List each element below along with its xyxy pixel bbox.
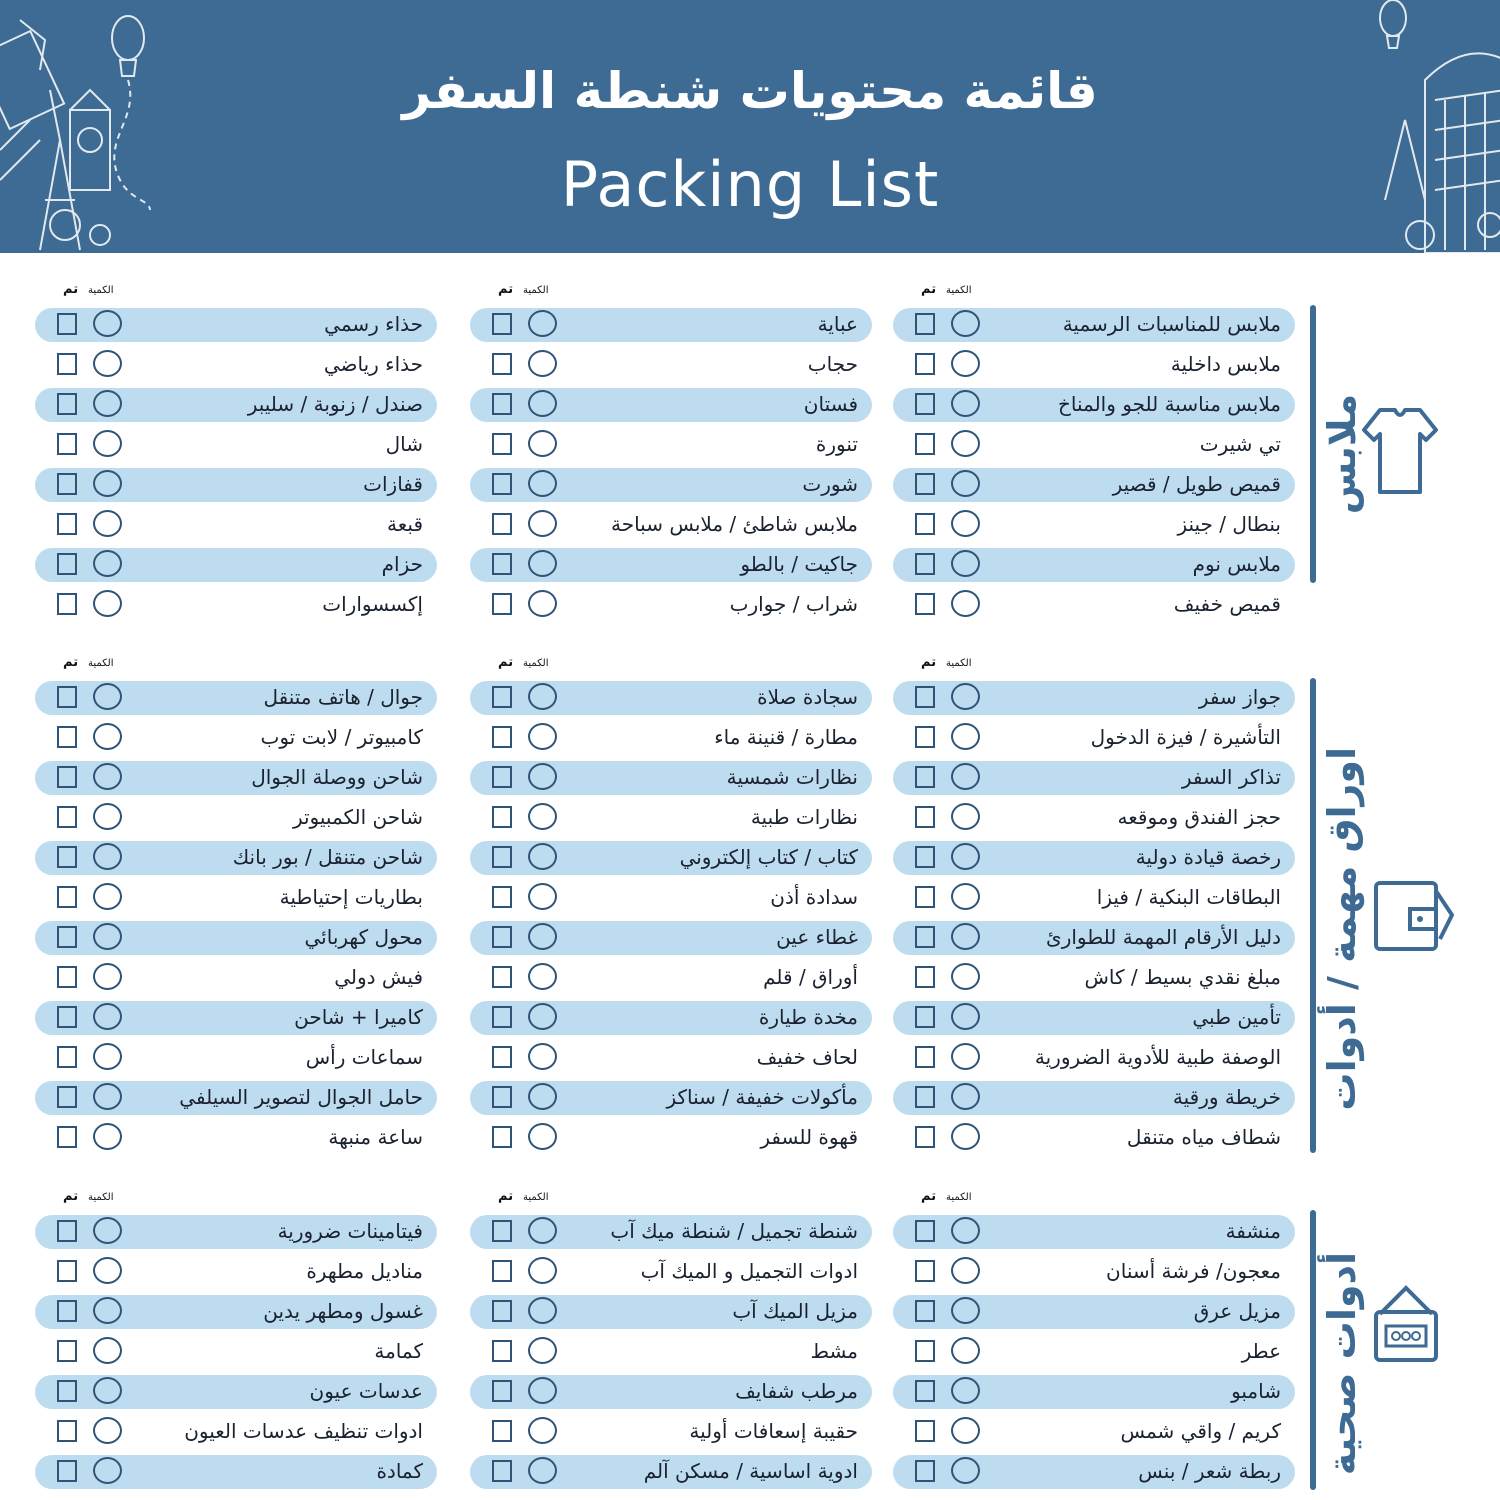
documents-column-2: تم الكمية سجادة صلاة مطارة / قنينة ماء نظارات شمسية نظارات طبية كتاب / كتاب إلكتروني سدادة أذن غطاء عين أوراق / قلم مخدة طيارة لحاف خفيف مأكولات خفيفة / سناكز قهوة للسفر [470,678,872,1158]
toiletries-column-3: تم الكمية فيتامينات ضرورية مناديل مطهرة غسول ومطهر يدين كمامة عدسات عيون ادوات تنظيف عدسات العيون كمادة [35,1212,437,1492]
list-item: مرطب شفايف [470,1372,872,1412]
done-checkbox[interactable] [915,726,935,748]
quantity-circle[interactable] [951,510,980,537]
done-checkbox[interactable] [492,806,512,828]
done-checkbox[interactable] [915,926,935,948]
done-checkbox[interactable] [492,1380,512,1402]
quantity-circle[interactable] [951,883,980,910]
quantity-circle[interactable] [951,1043,980,1070]
done-checkbox[interactable] [492,1126,512,1148]
toiletries-column-2: تم الكمية شنطة تجميل / شنطة ميك آب ادوات التجميل و الميك آب مزيل الميك آب مشط مرطب شفايف حقيبة إسعافات أولية ادوية اساسية / مسكن آلم [470,1212,872,1492]
done-checkbox[interactable] [57,686,77,708]
quantity-circle[interactable] [528,723,557,750]
quantity-circle[interactable] [93,683,122,710]
list-item: عطر [893,1332,1295,1372]
done-checkbox[interactable] [915,1006,935,1028]
list-item: غسول ومطهر يدين [35,1292,437,1332]
done-checkbox[interactable] [492,1086,512,1108]
list-item: مزيل عرق [893,1292,1295,1332]
tshirt-icon [1360,400,1440,500]
category-label-documents: اوراق مهمة / أدوات [1320,747,1364,1111]
done-checkbox[interactable] [57,393,77,415]
page-title-arabic: قائمة محتويات شنطة السفر [402,62,1098,120]
done-checkbox[interactable] [57,846,77,868]
done-checkbox[interactable] [57,1006,77,1028]
toiletry-bag-icon [1366,1280,1446,1370]
quantity-circle[interactable] [951,1457,980,1484]
quantity-circle[interactable] [951,1083,980,1110]
quantity-circle[interactable] [528,550,557,577]
quantity-circle[interactable] [93,923,122,950]
list-item: شراب / جوارب [470,585,872,625]
list-item: حجاب [470,345,872,385]
done-checkbox[interactable] [492,1220,512,1242]
done-checkbox[interactable] [492,393,512,415]
list-item: أوراق / قلم [470,958,872,998]
done-checkbox[interactable] [57,433,77,455]
done-checkbox[interactable] [57,1126,77,1148]
list-item: غطاء عين [470,918,872,958]
quantity-circle[interactable] [93,1257,122,1284]
list-item: بطاريات إحتياطية [35,878,437,918]
list-item: سماعات رأس [35,1038,437,1078]
header-banner [0,0,1500,253]
done-checkbox[interactable] [915,1126,935,1148]
list-item: كمادة [35,1452,437,1492]
done-checkbox[interactable] [57,1300,77,1322]
done-checkbox[interactable] [492,726,512,748]
list-item: قميص خفيف [893,585,1295,625]
quantity-circle[interactable] [951,350,980,377]
done-checkbox[interactable] [492,1006,512,1028]
done-checkbox[interactable] [492,926,512,948]
quantity-circle[interactable] [951,1377,980,1404]
quantity-circle[interactable] [528,923,557,950]
documents-column-1: تم الكمية جواز سفر التأشيرة / فيزة الدخول تذاكر السفر حجز الفندق وموقعه رخصة قيادة دولية البطاقات البنكية / فيزا دليل الأرقام المهمة للطوارئ مبلغ نقدي بسيط / كاش تأمين طبي الوصفة طبية للأدوية الضرورية خريطة ورقية شطاف مياه متنقل [893,678,1295,1158]
done-checkbox[interactable] [492,766,512,788]
list-item: كاميرا + شاحن [35,998,437,1038]
list-item: منشفة [893,1212,1295,1252]
list-item: التأشيرة / فيزة الدخول [893,718,1295,758]
quantity-circle[interactable] [528,310,557,337]
quantity-circle[interactable] [528,1257,557,1284]
done-checkbox[interactable] [915,886,935,908]
list-item: لحاف خفيف [470,1038,872,1078]
list-item: رخصة قيادة دولية [893,838,1295,878]
quantity-circle[interactable] [951,723,980,750]
quantity-circle[interactable] [951,550,980,577]
done-checkbox[interactable] [915,393,935,415]
list-item: تي شيرت [893,425,1295,465]
list-item: كمامة [35,1332,437,1372]
done-checkbox[interactable] [492,846,512,868]
quantity-circle[interactable] [951,963,980,990]
list-item: مطارة / قنينة ماء [470,718,872,758]
quantity-circle[interactable] [93,963,122,990]
list-item: عباية [470,305,872,345]
list-item: كتاب / كتاب إلكتروني [470,838,872,878]
quantity-circle[interactable] [951,1417,980,1444]
list-item: جاكيت / بالطو [470,545,872,585]
list-item: فستان [470,385,872,425]
list-item: إكسسوارات [35,585,437,625]
list-item: مناديل مطهرة [35,1252,437,1292]
list-item: مشط [470,1332,872,1372]
done-checkbox[interactable] [915,353,935,375]
done-checkbox[interactable] [57,473,77,495]
list-item: البطاقات البنكية / فيزا [893,878,1295,918]
quantity-circle[interactable] [951,923,980,950]
done-checkbox[interactable] [492,1260,512,1282]
done-checkbox[interactable] [492,593,512,615]
list-item: شاحن الكمبيوتر [35,798,437,838]
done-checkbox[interactable] [57,886,77,908]
quantity-circle[interactable] [93,1123,122,1150]
done-checkbox[interactable] [492,313,512,335]
list-item: ملابس للمناسبات الرسمية [893,305,1295,345]
list-item: ملابس داخلية [893,345,1295,385]
done-checkbox[interactable] [915,1340,935,1362]
list-item: شاحن ووصلة الجوال [35,758,437,798]
done-checkbox[interactable] [57,1086,77,1108]
quantity-circle[interactable] [528,843,557,870]
done-checkbox[interactable] [57,353,77,375]
list-item: ملابس نوم [893,545,1295,585]
done-checkbox[interactable] [915,1260,935,1282]
quantity-circle[interactable] [951,390,980,417]
done-checkbox[interactable] [57,1460,77,1482]
quantity-circle[interactable] [528,1377,557,1404]
list-item: معجون/ فرشة أسنان [893,1252,1295,1292]
quantity-circle[interactable] [93,1297,122,1324]
list-item: تذاكر السفر [893,758,1295,798]
done-checkbox[interactable] [915,1220,935,1242]
quantity-circle[interactable] [93,1043,122,1070]
list-item: خريطة ورقية [893,1078,1295,1118]
quantity-circle[interactable] [93,430,122,457]
section-divider-bar [1310,1210,1316,1490]
done-checkbox[interactable] [492,1460,512,1482]
quantity-circle[interactable] [528,1043,557,1070]
quantity-circle[interactable] [93,723,122,750]
list-item: تنورة [470,425,872,465]
list-item: حامل الجوال لتصوير السيلفي [35,1078,437,1118]
quantity-circle[interactable] [528,1457,557,1484]
quantity-circle[interactable] [93,1217,122,1244]
done-checkbox[interactable] [915,513,935,535]
done-checkbox[interactable] [492,1340,512,1362]
done-checkbox[interactable] [57,926,77,948]
done-checkbox[interactable] [492,553,512,575]
quantity-circle[interactable] [528,1217,557,1244]
quantity-circle[interactable] [951,1217,980,1244]
quantity-circle[interactable] [528,1123,557,1150]
quantity-circle[interactable] [528,1297,557,1324]
quantity-circle[interactable] [951,1337,980,1364]
done-checkbox[interactable] [915,846,935,868]
done-checkbox[interactable] [492,1300,512,1322]
quantity-circle[interactable] [93,883,122,910]
quantity-circle[interactable] [93,470,122,497]
done-checkbox[interactable] [57,1420,77,1442]
done-checkbox[interactable] [57,806,77,828]
done-checkbox[interactable] [915,766,935,788]
quantity-circle[interactable] [528,390,557,417]
list-item: دليل الأرقام المهمة للطوارئ [893,918,1295,958]
done-checkbox[interactable] [57,1380,77,1402]
clothes-column-3: تم الكمية حذاء رسمي حذاء رياضي صندل / زنوبة / سليبر شال قفازات قبعة حزام إكسسوارات [35,305,437,625]
list-item: مبلغ نقدي بسيط / كاش [893,958,1295,998]
quantity-circle[interactable] [951,1257,980,1284]
list-item: حقيبة إسعافات أولية [470,1412,872,1452]
done-checkbox[interactable] [57,766,77,788]
quantity-circle[interactable] [951,590,980,617]
wallet-icon [1370,875,1460,955]
quantity-circle[interactable] [528,1003,557,1030]
list-item: ربطة شعر / بنس [893,1452,1295,1492]
done-checkbox[interactable] [57,1260,77,1282]
done-checkbox[interactable] [492,1046,512,1068]
list-item: شاحن متنقل / بور بانك [35,838,437,878]
list-item: قفازات [35,465,437,505]
list-item: مزيل الميك آب [470,1292,872,1332]
list-item: شامبو [893,1372,1295,1412]
quantity-circle[interactable] [951,1123,980,1150]
done-checkbox[interactable] [915,966,935,988]
done-checkbox[interactable] [57,1046,77,1068]
list-item: ادوية اساسية / مسكن آلم [470,1452,872,1492]
done-checkbox[interactable] [57,593,77,615]
list-item: محول كهربائي [35,918,437,958]
quantity-circle[interactable] [93,843,122,870]
done-checkbox[interactable] [915,473,935,495]
quantity-circle[interactable] [93,1377,122,1404]
list-item: كامبيوتر / لابت توب [35,718,437,758]
documents-column-3: تم الكمية جوال / هاتف متنقل كامبيوتر / لابت توب شاحن ووصلة الجوال شاحن الكمبيوتر شاحن متنقل / بور بانك بطاريات إحتياطية محول كهربائي فيش دولي كاميرا + شاحن سماعات رأس حامل الجوال لتصوير السيلفي ساعة منبهة [35,678,437,1158]
quantity-circle[interactable] [93,1083,122,1110]
quantity-circle[interactable] [93,803,122,830]
done-checkbox[interactable] [915,1086,935,1108]
list-item: حجز الفندق وموقعه [893,798,1295,838]
list-item: بنطال / جينز [893,505,1295,545]
done-checkbox[interactable] [492,966,512,988]
done-checkbox[interactable] [57,313,77,335]
quantity-circle[interactable] [951,763,980,790]
quantity-circle[interactable] [93,1337,122,1364]
list-item: مأكولات خفيفة / سناكز [470,1078,872,1118]
done-checkbox[interactable] [492,473,512,495]
list-item: ملابس مناسبة للجو والمناخ [893,385,1295,425]
list-item: حذاء رياضي [35,345,437,385]
done-checkbox[interactable] [915,313,935,335]
quantity-circle[interactable] [528,430,557,457]
list-item: شورت [470,465,872,505]
list-item: تأمين طبي [893,998,1295,1038]
quantity-circle[interactable] [528,1337,557,1364]
list-item: نظارات طبية [470,798,872,838]
done-checkbox[interactable] [492,433,512,455]
quantity-circle[interactable] [93,763,122,790]
done-checkbox[interactable] [915,806,935,828]
quantity-circle[interactable] [951,1297,980,1324]
done-checkbox[interactable] [57,726,77,748]
list-item: فيتامينات ضرورية [35,1212,437,1252]
quantity-circle[interactable] [93,350,122,377]
quantity-circle[interactable] [93,1003,122,1030]
list-item: الوصفة طبية للأدوية الضرورية [893,1038,1295,1078]
quantity-circle[interactable] [93,390,122,417]
done-checkbox[interactable] [915,433,935,455]
done-checkbox[interactable] [492,886,512,908]
quantity-circle[interactable] [528,590,557,617]
quantity-circle[interactable] [528,510,557,537]
quantity-circle[interactable] [528,1417,557,1444]
list-item: قهوة للسفر [470,1118,872,1158]
list-item: ادوات تنظيف عدسات العيون [35,1412,437,1452]
done-checkbox[interactable] [915,1046,935,1068]
done-checkbox[interactable] [915,1420,935,1442]
list-item: عدسات عيون [35,1372,437,1412]
list-item: مخدة طيارة [470,998,872,1038]
toiletries-column-1: تم الكمية منشفة معجون/ فرشة أسنان مزيل عرق عطر شامبو كريم / واقي شمس ربطة شعر / بنس [893,1212,1295,1492]
quantity-circle[interactable] [93,590,122,617]
quantity-circle[interactable] [528,1083,557,1110]
quantity-circle[interactable] [528,963,557,990]
list-item: شال [35,425,437,465]
done-checkbox[interactable] [915,1380,935,1402]
list-item: حذاء رسمي [35,305,437,345]
list-item: قبعة [35,505,437,545]
category-label-clothes: ملابس [1320,393,1364,515]
quantity-circle[interactable] [528,683,557,710]
done-checkbox[interactable] [57,513,77,535]
list-item: فيش دولي [35,958,437,998]
quantity-circle[interactable] [93,1417,122,1444]
done-checkbox[interactable] [57,1340,77,1362]
done-checkbox[interactable] [57,553,77,575]
quantity-circle[interactable] [528,803,557,830]
done-checkbox[interactable] [57,966,77,988]
quantity-circle[interactable] [93,550,122,577]
clothes-column-1: تم الكمية ملابس للمناسبات الرسمية ملابس داخلية ملابس مناسبة للجو والمناخ تي شيرت قميص طويل / قصير بنطال / جينز ملابس نوم قميص خفيف [893,305,1295,625]
done-checkbox[interactable] [492,513,512,535]
done-checkbox[interactable] [492,353,512,375]
done-checkbox[interactable] [915,1300,935,1322]
done-checkbox[interactable] [915,1460,935,1482]
quantity-circle[interactable] [528,763,557,790]
done-checkbox[interactable] [57,1220,77,1242]
list-item: ملابس شاطئ / ملابس سباحة [470,505,872,545]
list-item: سدادة أذن [470,878,872,918]
clothes-column-2: تم الكمية عباية حجاب فستان تنورة شورت ملابس شاطئ / ملابس سباحة جاكيت / بالطو شراب / جوارب [470,305,872,625]
quantity-circle[interactable] [951,470,980,497]
category-label-toiletries: أدوات صحية [1320,1252,1364,1476]
list-item: نظارات شمسية [470,758,872,798]
quantity-circle[interactable] [951,430,980,457]
section-divider-bar [1310,678,1316,1153]
quantity-circle[interactable] [93,310,122,337]
section-divider-bar [1310,305,1316,583]
list-item: شنطة تجميل / شنطة ميك آب [470,1212,872,1252]
quantity-circle[interactable] [93,1457,122,1484]
done-checkbox[interactable] [915,686,935,708]
quantity-circle[interactable] [528,350,557,377]
list-item: جواز سفر [893,678,1295,718]
done-checkbox[interactable] [915,553,935,575]
list-item: قميص طويل / قصير [893,465,1295,505]
done-checkbox[interactable] [492,686,512,708]
quantity-circle[interactable] [93,510,122,537]
list-item: جوال / هاتف متنقل [35,678,437,718]
done-checkbox[interactable] [492,1420,512,1442]
list-item: حزام [35,545,437,585]
quantity-circle[interactable] [528,470,557,497]
list-item: شطاف مياه متنقل [893,1118,1295,1158]
list-item: كريم / واقي شمس [893,1412,1295,1452]
done-checkbox[interactable] [915,593,935,615]
list-item: ادوات التجميل و الميك آب [470,1252,872,1292]
list-item: صندل / زنوبة / سليبر [35,385,437,425]
list-item: ساعة منبهة [35,1118,437,1158]
quantity-circle[interactable] [528,883,557,910]
quantity-circle[interactable] [951,803,980,830]
quantity-circle[interactable] [951,1003,980,1030]
quantity-circle[interactable] [951,310,980,337]
list-item: سجادة صلاة [470,678,872,718]
quantity-circle[interactable] [951,843,980,870]
quantity-circle[interactable] [951,683,980,710]
page-title-english: Packing List [560,148,940,221]
